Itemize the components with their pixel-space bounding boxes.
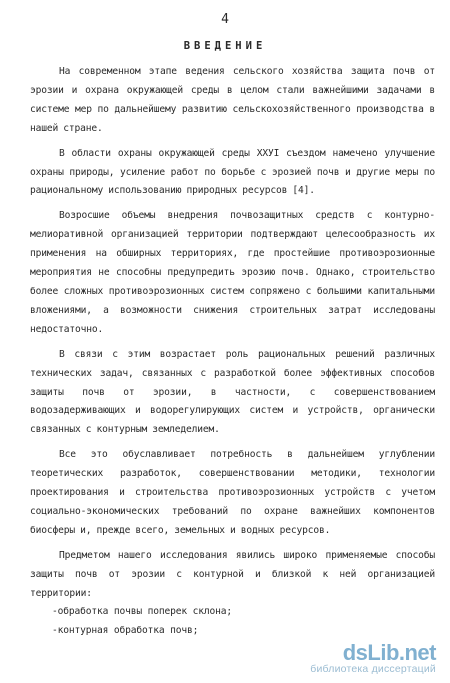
document-body — [30, 63, 435, 641]
paragraph-1: На современном этапе ведения сельского хозяйства защита почв от эрозии и охрана окружающей среды в целом стали важнейшими задачами в системе мер по дальнейшему развитию сельскохозяйственного производства в нашей стране. — [30, 66, 435, 134]
list-item: -обработка почвы поперек склона; — [52, 606, 233, 618]
paragraph-3: Возросшие объемы внедрения почвозащитных средств с контурно-мелиоративной организацией территории подтверждают целесообразность их применения на обширных территориях, где простейшие противоэрозионные мероприятия не способны предупредить эрозию почв. Однако, строительство более сложных противоэрозионных систем сопряжено с большими капитальными вложениями, а возможности снижения строительных затрат исследованы недостаточно. — [30, 210, 435, 335]
watermark-area — [0, 641, 450, 683]
watermark-brand: dsLib.net — [342, 640, 436, 665]
paragraph-6: Предметом нашего исследования явились широко применяемые способы защиты почв от эрозии с контурной и близкой к ней организацией территории: — [30, 549, 435, 599]
paragraph-2: В области охраны окружающей среды ХХУI съездом намечено улучшение охраны природы, усиление работ по борьбе с эрозией почв и другие меры по рациональному использованию природных ресурсов [4]. — [30, 147, 435, 197]
page-number: 4 — [221, 12, 229, 27]
dslib-watermark-logo — [310, 640, 436, 675]
section-heading: ВВЕДЕНИЕ — [183, 40, 267, 52]
paragraph-4: В связи с этим возрастает роль рациональных решений различных технических задач, связанных с разработкой более эффективных способов защиты почв от эрозии, в частности, с совершенствованием водозадерживающих и водорегулирующих систем и устройств, органически связанных с контурным земледелием. — [30, 348, 435, 436]
list-item: -контурная обработка почв; — [52, 625, 199, 637]
paragraph-5: Все это обуславливает потребность в дальнейшем углублении теоретических разработок, совершенствовании методики, технологии проектирования и строительства противоэрозионных устройств с учетом социально-экономических требований по охране важнейших компонентов биосферы и, прежде всего, земельных и водных ресурсов. — [30, 449, 435, 536]
watermark-tagline: библиотека диссертаций — [310, 663, 436, 675]
